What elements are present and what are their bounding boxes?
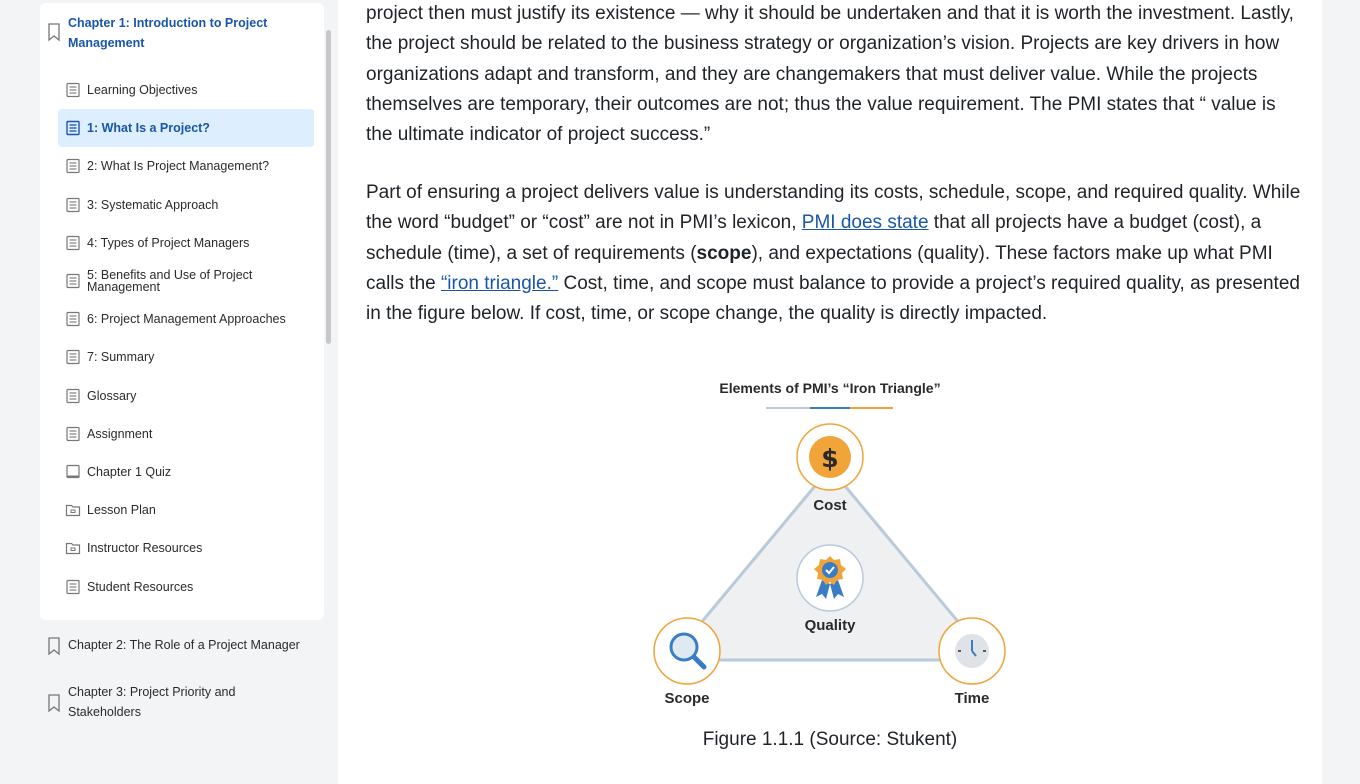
paragraph-value: project then must justify its existence — why it should be undertaken and that it is worth the investment. Lastly, the project should be related to the business strategy or organization’s vision. Projects are key drivers in how organizations adapt and transform, and they are changemakers that must deliver value. While the projects themselves are temporary, their outcomes are not; thus the value requirement. The PMI states that “ value is the ultimate indicator of project success.” <box>366 3 1294 146</box>
sidebar-item-7-summary[interactable] <box>58 338 314 376</box>
sidebar-item-label: 7: Summary <box>87 350 155 365</box>
sidebar-item-label: Instructor Resources <box>87 541 203 556</box>
sidebar-item-4-types-of-project-managers[interactable] <box>58 224 314 262</box>
dollar-sign: $ <box>821 444 839 473</box>
sidebar-scrollbar[interactable] <box>326 30 331 344</box>
bold-scope: scope <box>696 242 752 264</box>
sidebar-item-student-resources[interactable] <box>58 568 314 606</box>
page-icon <box>65 579 81 595</box>
chapter-2-link[interactable] <box>40 632 324 658</box>
sidebar-item-lesson-plan[interactable] <box>58 491 314 529</box>
chapter-3-title: Chapter 3: Project Priority and Stakeholders <box>68 685 236 719</box>
time-label: Time <box>954 690 990 707</box>
sidebar-item-1-what-is-a-project[interactable] <box>58 109 314 147</box>
chapter-2-title: Chapter 2: The Role of a Project Manager <box>68 638 300 652</box>
bookmark-icon <box>46 636 62 656</box>
page-icon <box>65 235 81 251</box>
paragraph-text: Cost, time, and scope must balance to provide a project’s required quality, as presented in the figure below. If cost, time, or scope change, the quality is directly impacted. <box>366 272 1300 325</box>
page-icon <box>65 158 81 174</box>
sidebar-item-3-systematic-approach[interactable] <box>58 186 314 224</box>
iron-triangle-figure <box>638 370 1028 760</box>
sidebar-item-label: 5: Benefits and Use of Project Management <box>87 268 253 294</box>
chapter-1-header[interactable] <box>40 3 324 55</box>
cost-label: Cost <box>813 497 847 514</box>
page-icon <box>65 197 81 213</box>
quiz-icon <box>65 464 81 480</box>
sidebar-item-chapter-1-quiz[interactable] <box>58 453 314 491</box>
chapter-1-title: Chapter 1: Introduction to Project Management <box>68 16 268 50</box>
sidebar-item-label: 3: Systematic Approach <box>87 197 219 212</box>
sidebar-item-label: Chapter 1 Quiz <box>87 465 172 479</box>
paragraph-iron-triangle <box>366 178 1301 329</box>
paragraph-text: ), and expectations (quality). These factors make up what PMI calls the <box>366 242 1273 294</box>
sidebar-item-glossary[interactable] <box>58 377 314 415</box>
pmi-does-state-link[interactable]: PMI does state <box>801 212 929 234</box>
sidebar-item-5-benefits-and-use-of-project-management[interactable] <box>58 262 314 300</box>
sidebar-item-assignment[interactable] <box>58 415 314 453</box>
chapter-3-link[interactable] <box>40 680 324 726</box>
page-icon <box>65 426 81 442</box>
page-icon <box>65 273 81 289</box>
folder-icon <box>65 540 81 556</box>
page-icon <box>65 311 81 327</box>
sidebar-item-label: Glossary <box>87 388 137 403</box>
sidebar <box>0 0 338 784</box>
sidebar-item-label: Student Resources <box>87 579 194 594</box>
sidebar-item-instructor-resources[interactable] <box>58 529 314 567</box>
bookmark-icon <box>46 22 62 42</box>
page-icon <box>65 82 81 98</box>
sidebar-item-learning-objectives[interactable] <box>58 71 314 109</box>
sidebar-item-2-what-is-project-management[interactable] <box>58 147 314 185</box>
sidebar-item-label: 1: What Is a Project? <box>87 121 210 136</box>
paragraph-text: Part of ensuring a project delivers value is understanding its costs, schedule, scope, and required quality. While the word “budget” or “cost” are not in PMI’s lexicon, <box>366 182 1301 234</box>
paragraph-text: that all projects have a budget (cost), a schedule (time), a set of requirements ( <box>366 212 1262 264</box>
sidebar-item-label: Lesson Plan <box>87 503 156 518</box>
iron-triangle-link[interactable]: “iron triangle.” <box>440 272 559 294</box>
page-icon <box>65 349 81 365</box>
sidebar-item-6-project-management-approaches[interactable] <box>58 300 314 338</box>
sidebar-item-label: 4: Types of Project Managers <box>87 235 250 250</box>
folder-icon <box>65 502 81 518</box>
sidebar-item-label: Learning Objectives <box>87 83 198 97</box>
sidebar-item-label: 6: Project Management Approaches <box>87 312 286 327</box>
clock-icon <box>955 634 989 668</box>
page-icon <box>65 388 81 404</box>
scope-label: Scope <box>664 690 710 707</box>
figure-title: Elements of PMI’s “Iron Triangle” <box>719 380 941 396</box>
page-icon <box>65 120 81 136</box>
quality-label: Quality <box>804 617 856 634</box>
sidebar-item-label: 2: What Is Project Management? <box>87 159 270 174</box>
iron-triangle-diagram <box>638 370 1028 760</box>
main-content <box>338 0 1322 784</box>
sidebar-item-label: Assignment <box>87 426 153 441</box>
bookmark-icon <box>46 693 62 713</box>
figure-caption: Figure 1.1.1 (Source: Stukent) <box>702 729 958 750</box>
